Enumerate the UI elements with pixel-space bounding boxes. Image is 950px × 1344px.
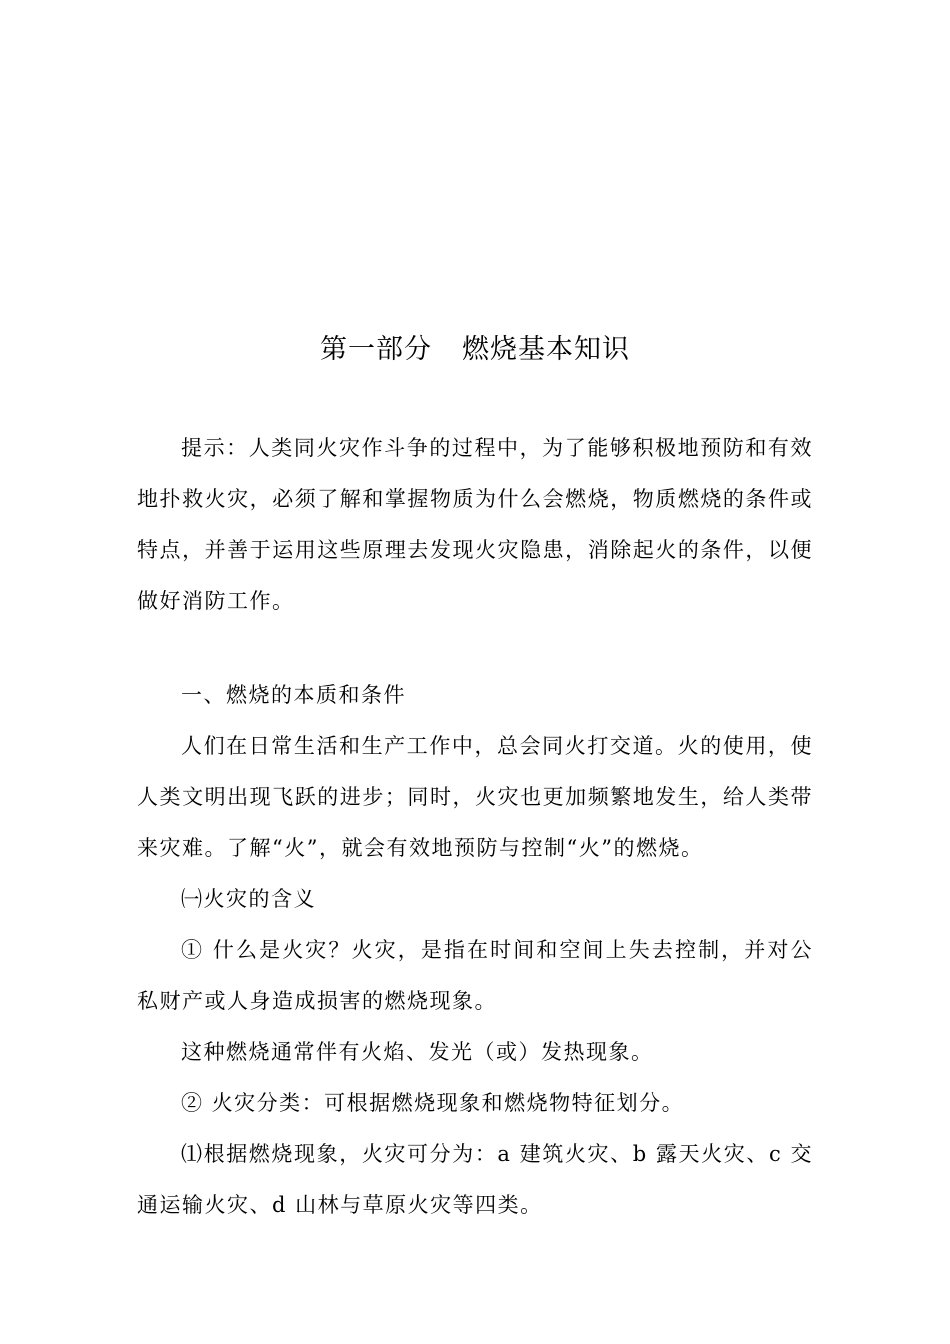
subsection-heading: ㈠火灾的含义 [181, 887, 316, 911]
hint-paragraph: 提示：人类同火灾作斗争的过程中，为了能够积极地预防和有效地扑救火灾，必须了解和掌握物质为什么会燃烧，物质燃烧的条件或特点，并善于运用这些原理去发现火灾隐患，消除起火的条件，以便做好消防工作。 [137, 436, 813, 613]
title-topic: 燃烧基本知识 [462, 334, 630, 365]
main-content [137, 670, 813, 1231]
classification-item-1: ⑴根据燃烧现象，火灾可分为：a 建筑火灾、b 露天火灾、c 交通运输火灾、d 山林与草原火灾等四类。 [137, 1142, 813, 1217]
section-heading: 一、燃烧的本质和条件 [181, 683, 406, 707]
page-title [0, 330, 950, 370]
definition-note: 这种燃烧通常伴有火焰、发光（或）发热现象。 [181, 1040, 654, 1064]
hint-block [137, 423, 813, 627]
title-part: 第一部分 [320, 334, 432, 365]
definition-paragraph: ① 什么是火灾？火灾，是指在时间和空间上失去控制，并对公私财产或人身造成损害的燃烧现象。 [137, 938, 813, 1013]
classification-intro: ② 火灾分类：可根据燃烧现象和燃烧物特征划分。 [181, 1091, 685, 1115]
intro-paragraph: 人们在日常生活和生产工作中，总会同火打交道。火的使用，使人类文明出现飞跃的进步；同时，火灾也更加频繁地发生，给人类带来灾难。了解“火”，就会有效地预防与控制“火”的燃烧。 [137, 734, 813, 860]
